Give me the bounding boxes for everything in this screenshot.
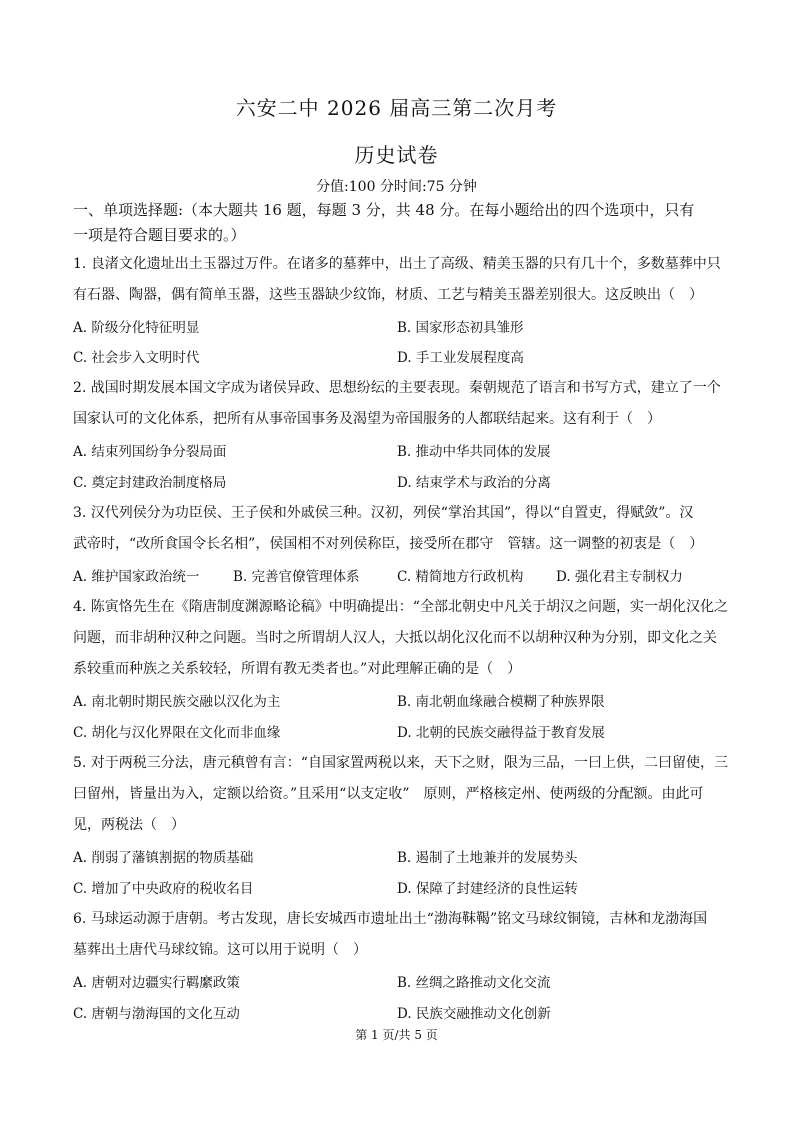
option-c: C. 唐朝与渤海国的文化互动 [73,1006,240,1022]
option-a: A. 结束列国纷争分裂局面 [73,444,227,460]
exam-subject: 历史试卷 [354,143,439,167]
option-b: B. 遏制了土地兼并的发展势头 [397,850,578,866]
question-text-line: 曰留州，皆量出为入，定额以给资。”且采用“以支定收” 原则，严格核定州、使两级的分配额。由此可 [73,786,704,802]
option-d: D. 结束学术与政治的分离 [397,475,551,491]
option-a: A. 南北朝时期民族交融以汉化为主 [73,694,281,710]
page-number: 第 1 页/共 5 页 [355,1028,438,1042]
section-heading-line-1: 一、单项选择题:（本大题共 16 题，每题 3 分，共 48 分。在每小题给出的四个选项中，只有 [73,201,695,219]
score-time-line: 分值:100 分时间:75 分钟 [316,179,477,195]
option-c: C. 增加了中央政府的税收名目 [73,881,254,897]
option-d: D. 强化君主专制权力 [556,569,683,585]
option-b: B. 国家形态初具雏形 [397,320,524,336]
question-text-line: 墓葬出土唐代马球纹锦。这可以用于说明（ ） [73,942,367,958]
option-b: B. 南北朝血缘融合模糊了种族界限 [397,694,605,710]
option-c: C. 精简地方行政机构 [397,569,524,585]
option-a: A. 维护国家政治统一 [73,569,200,585]
question-text-line: 6. 马球运动源于唐朝。考古发现，唐长安城西市遗址出土“渤海靺鞨”铭文马球纹铜镜，吉林和龙渤海国 [73,911,708,927]
question-text-line: 武帝时，“改所食国令长名相”，侯国相不对列侯称臣，接受所在郡守 管辖。这一调整的初衷是（ ） [73,536,704,552]
option-d: D. 北朝的民族交融得益于教育发展 [397,725,605,741]
option-a: A. 削弱了藩镇割据的物质基础 [73,850,254,866]
option-d: D. 民族交融推动文化创新 [397,1006,551,1022]
question-text-line: 2. 战国时期发展本国文字成为诸侯异政、思想纷纭的主要表现。秦朝规范了语言和书写方式，建立了一个 [73,380,721,396]
question-text-line: 3. 汉代列侯分为功臣侯、王子侯和外戚侯三种。汉初，列侯“掌治其国”，得以“自置吏，得赋敛”。汉 [73,505,694,521]
question-text-line: 国家认可的文化体系，把所有从事帝国事务及渴望为帝国服务的人都联结起来。这有利于（ ） [73,411,661,427]
option-d: D. 手工业发展程度高 [397,350,524,366]
question-text-line: 问题，而非胡种汉种之问题。当时之所谓胡人汉人，大抵以胡化汉化而不以胡种汉种为分别，即文化之关 [73,630,717,646]
exam-title: 六安二中 2026 届高三第二次月考 [235,96,558,120]
question-text-line: 4. 陈寅恪先生在《隋唐制度渊源略论稿》中明确提出：“全部北朝史中凡关于胡汉之问题，实一胡化汉化之 [73,599,728,615]
option-c: C. 社会步入文明时代 [73,350,200,366]
question-text-line: 系较重而种族之关系较轻，所谓有教无类者也。”对此理解正确的是（ ） [73,661,522,677]
question-text-line: 有石器、陶器，偶有简单玉器，这些玉器缺少纹饰，材质、工艺与精美玉器差别很大。这反映出（ ） [73,287,703,303]
option-c: C. 奠定封建政治制度格局 [73,475,227,491]
option-b: B. 推动中华共同体的发展 [397,444,551,460]
section-heading-line-2: 一项是符合题目要求的。） [73,226,246,244]
question-text-line: 1. 良渚文化遗址出土玉器过万件。在诸多的墓葬中，出土了高级、精美玉器的只有几十个，多数墓葬中只 [73,256,721,272]
option-a: A. 唐朝对边疆实行羁縻政策 [73,975,240,991]
option-c: C. 胡化与汉化界限在文化而非血缘 [73,725,281,741]
option-b: B. 丝绸之路推动文化交流 [397,975,551,991]
question-text-line: 5. 对于两税三分法，唐元稹曾有言：“自国家置两税以来，天下之财，限为三品，一曰上供，二曰留使，三 [73,755,728,771]
option-d: D. 保障了封建经济的良性运转 [397,881,578,897]
question-text-line: 见，两税法（ ） [73,817,185,833]
option-a: A. 阶级分化特征明显 [73,320,200,336]
option-b: B. 完善官僚管理体系 [233,569,360,585]
